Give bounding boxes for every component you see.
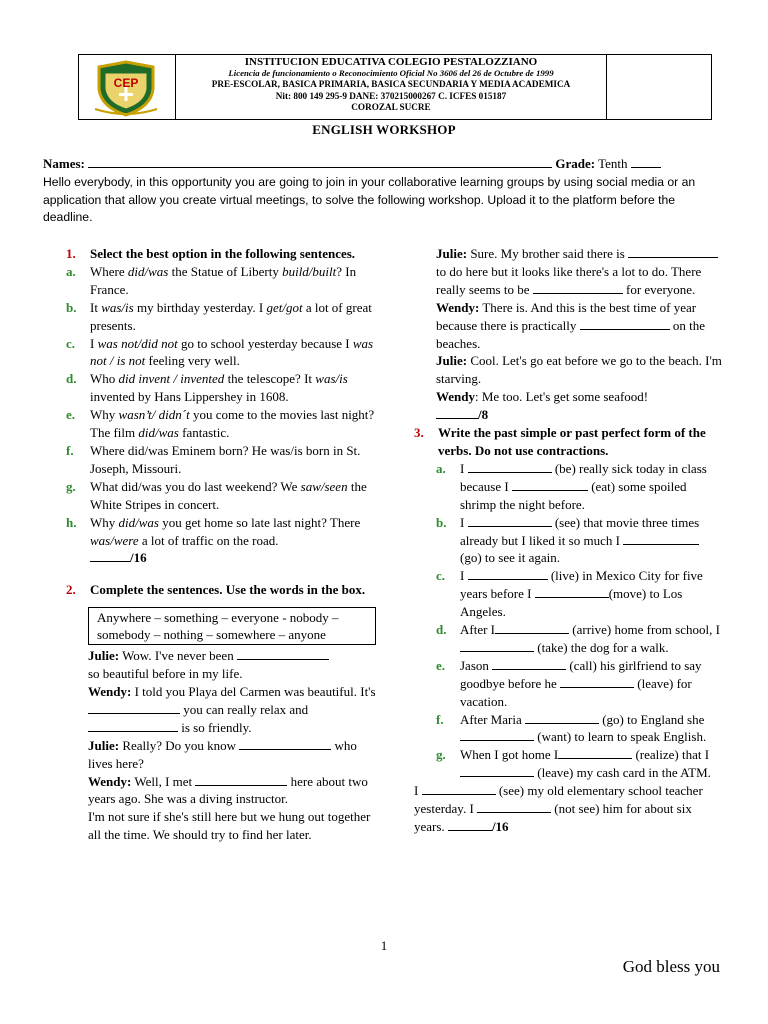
answer-blank[interactable] bbox=[477, 801, 551, 813]
answer-blank[interactable] bbox=[88, 702, 180, 714]
text: the Statue of Liberty bbox=[168, 263, 283, 279]
names-grade-line bbox=[43, 156, 703, 172]
text: invented by Hans Lippershey in 1608. bbox=[90, 389, 289, 405]
right-column bbox=[414, 245, 724, 836]
text: so beautiful before in my life. bbox=[88, 666, 243, 682]
text: Why bbox=[90, 407, 119, 423]
answer-blank[interactable] bbox=[460, 765, 534, 777]
text: Where bbox=[90, 263, 128, 279]
text: here about two years ago. She was a diving instructor. bbox=[88, 773, 368, 807]
answer-blank[interactable] bbox=[580, 318, 670, 330]
grade-label: Grade: bbox=[555, 156, 596, 171]
text: on the beaches. bbox=[436, 317, 706, 351]
school-crest-logo bbox=[93, 59, 159, 117]
score-blank[interactable] bbox=[448, 819, 492, 831]
text: Why bbox=[90, 514, 119, 530]
answer-blank[interactable] bbox=[239, 738, 331, 750]
item-letter: f. bbox=[436, 711, 444, 727]
text: (arrive) home from school, I bbox=[569, 622, 720, 638]
grade-field[interactable] bbox=[631, 167, 661, 168]
q3-item-d bbox=[436, 621, 724, 657]
option[interactable]: saw/seen bbox=[300, 478, 348, 494]
dialogue-line bbox=[88, 647, 376, 683]
option[interactable]: was/were bbox=[90, 532, 139, 548]
item-letter: c. bbox=[66, 335, 76, 351]
text: I bbox=[460, 568, 468, 584]
q3-item-c bbox=[436, 567, 724, 621]
text: my birthday yesterday. I bbox=[133, 299, 267, 315]
left-column bbox=[66, 245, 376, 844]
text: who lives here? bbox=[88, 737, 357, 771]
q1-item-h bbox=[66, 514, 376, 568]
speaker: Julie: bbox=[88, 648, 120, 664]
text: What did/was you do last weekend? We bbox=[90, 478, 301, 494]
question-3-score: /16 bbox=[491, 819, 509, 834]
answer-blank[interactable] bbox=[492, 658, 566, 670]
answer-blank[interactable] bbox=[533, 282, 623, 294]
text: you come to the movies last night? The film bbox=[90, 407, 375, 441]
answer-blank[interactable] bbox=[468, 515, 552, 527]
text: I'm not sure if she's still here but we hung out together all the time. We should try to find her later. bbox=[88, 809, 371, 843]
answer-blank[interactable] bbox=[495, 622, 569, 634]
text: I bbox=[414, 783, 422, 799]
text: (go) to England she bbox=[598, 711, 705, 727]
school-header bbox=[78, 54, 712, 120]
dialogue-line bbox=[88, 683, 376, 737]
dialogue-line bbox=[436, 388, 724, 424]
city-line: COROZAL SUCRE bbox=[351, 101, 431, 112]
answer-blank[interactable] bbox=[558, 747, 632, 759]
header-right-cell bbox=[606, 55, 711, 119]
answer-blank[interactable] bbox=[460, 640, 534, 652]
item-letter: d. bbox=[436, 622, 447, 638]
text: (be) really sick today in class because I bbox=[460, 460, 707, 494]
answer-blank[interactable] bbox=[88, 720, 178, 732]
item-letter: a. bbox=[66, 263, 76, 279]
speaker: Julie: bbox=[436, 353, 468, 369]
item-letter: b. bbox=[66, 299, 77, 315]
text: is so friendly. bbox=[178, 719, 252, 735]
text: (move) to Los Angeles. bbox=[460, 586, 683, 620]
speaker: Wendy bbox=[436, 389, 476, 405]
question-2-text: Complete the sentences. Use the words in the box. bbox=[90, 582, 366, 598]
option[interactable]: did/was bbox=[127, 263, 169, 279]
text: I bbox=[460, 514, 468, 530]
option[interactable]: was not/did not bbox=[97, 335, 178, 351]
text: (leave) my cash card in the ATM. bbox=[534, 765, 711, 781]
speaker: Wendy: bbox=[436, 299, 480, 315]
text: (want) to learn to speak English. bbox=[534, 729, 707, 745]
header-text bbox=[175, 57, 607, 113]
q3-item-e bbox=[436, 657, 724, 711]
text: I bbox=[90, 335, 98, 351]
text: the telescope? It bbox=[224, 371, 316, 387]
dialogue-line bbox=[436, 245, 724, 299]
q3-item-h bbox=[414, 782, 724, 836]
text: Wow. I've never been bbox=[119, 648, 237, 664]
option[interactable]: build/built bbox=[282, 263, 337, 279]
item-letter: a. bbox=[436, 460, 446, 476]
question-3-text: Write the past simple or past perfect form of the verbs. Do not use contractions. bbox=[438, 425, 706, 458]
text: fantastic. bbox=[178, 425, 230, 441]
text: a lot of great presents. bbox=[90, 299, 372, 333]
q1-item-d bbox=[66, 370, 376, 406]
option[interactable]: did invent / invented bbox=[118, 371, 225, 387]
speaker: Julie: bbox=[436, 246, 468, 261]
question-3-heading bbox=[414, 424, 724, 460]
text: It bbox=[90, 299, 102, 315]
text: you can really relax and bbox=[180, 701, 309, 717]
school-name: INSTITUCION EDUCATIVA COLEGIO PESTALOZZIANO bbox=[244, 56, 538, 68]
text: go to school yesterday because I bbox=[177, 335, 353, 351]
answer-blank[interactable] bbox=[237, 648, 329, 660]
text: (realize) that I bbox=[632, 747, 710, 763]
q1-item-g bbox=[66, 478, 376, 514]
question-1-heading bbox=[66, 245, 376, 263]
svg-text:CEP: CEP bbox=[113, 76, 139, 90]
question-2-heading bbox=[66, 581, 376, 599]
answer-blank[interactable] bbox=[623, 533, 699, 545]
speaker: Wendy: bbox=[88, 684, 132, 700]
answer-blank[interactable] bbox=[560, 676, 634, 688]
text: a lot of traffic on the road. bbox=[138, 532, 279, 548]
item-letter: b. bbox=[436, 514, 447, 530]
answer-blank[interactable] bbox=[422, 783, 496, 795]
text: (not see) him for about six years. bbox=[414, 801, 692, 834]
answer-blank[interactable] bbox=[628, 246, 718, 258]
text: After I bbox=[460, 622, 496, 638]
option[interactable]: was not / is not bbox=[90, 335, 374, 369]
option[interactable]: wasn’t/ didn´t bbox=[118, 407, 190, 423]
dialogue-line bbox=[436, 352, 724, 388]
text: (live) in Mexico City for five years before I bbox=[460, 568, 703, 602]
grade-value: Tenth bbox=[598, 156, 628, 171]
item-letter: e. bbox=[66, 407, 76, 423]
q1-item-b bbox=[66, 299, 376, 335]
text: After Maria bbox=[460, 711, 525, 727]
text: you get home so late last night? There bbox=[159, 514, 361, 530]
text: to do here but it looks like there's a lot to do. There really seems to be bbox=[436, 263, 702, 297]
answer-blank[interactable] bbox=[195, 774, 287, 786]
text: Who bbox=[90, 371, 119, 387]
q3-item-g bbox=[436, 746, 724, 782]
question-1-score: /16 bbox=[130, 550, 147, 566]
score-blank[interactable] bbox=[90, 550, 130, 562]
text: (call) his girlfriend to say goodbye before he bbox=[460, 657, 702, 691]
text: Jason bbox=[460, 657, 493, 673]
score-blank[interactable] bbox=[436, 407, 478, 419]
question-1-number: 1. bbox=[66, 246, 76, 261]
q1-item-e bbox=[66, 406, 376, 442]
question-2-score: /8 bbox=[478, 407, 489, 423]
q3-item-f bbox=[436, 711, 724, 747]
option[interactable]: was/is bbox=[315, 371, 348, 387]
text: (take) the dog for a walk. bbox=[534, 639, 669, 655]
text: feeling very well. bbox=[145, 353, 240, 369]
text: Cool. Let's go eat before we go to the beach. I'm starving. bbox=[436, 353, 722, 387]
dialogue-line bbox=[88, 737, 376, 773]
q3-item-a bbox=[436, 460, 724, 514]
option[interactable]: get/got bbox=[266, 299, 303, 315]
speaker: Wendy: bbox=[88, 773, 132, 789]
license-line: Licencia de funcionamiento o Reconocimiento Oficial No 3606 del 26 de Octubre de 1999 bbox=[228, 68, 554, 79]
option[interactable]: did/was bbox=[138, 425, 179, 441]
item-letter: e. bbox=[436, 657, 446, 673]
levels-line: PRE-ESCOLAR, BASICA PRIMARIA, BASICA SECUNDARIA Y MEDIA ACADEMICA bbox=[211, 79, 571, 90]
item-letter: f. bbox=[66, 442, 74, 458]
option[interactable]: did/was bbox=[118, 514, 159, 530]
text: : Me too. Let's get some seafood! bbox=[475, 389, 649, 405]
page-number: 1 bbox=[380, 938, 388, 953]
text: ? In France. bbox=[90, 263, 357, 297]
text: (leave) for vacation. bbox=[460, 675, 692, 709]
names-field[interactable] bbox=[88, 167, 552, 168]
item-letter: d. bbox=[66, 371, 77, 387]
answer-blank[interactable] bbox=[468, 461, 552, 473]
text: (see) that movie three times already but I liked it so much I bbox=[460, 514, 700, 548]
text: I bbox=[460, 460, 468, 476]
answer-blank[interactable] bbox=[468, 568, 548, 580]
word-box: Anywhere – something – everyone - nobody – somebody – nothing – somewhere – anyone bbox=[88, 607, 376, 645]
dialogue-line bbox=[88, 773, 376, 845]
answer-blank[interactable] bbox=[460, 729, 534, 741]
question-1-text: Select the best option in the following sentences. bbox=[90, 246, 356, 261]
answer-blank[interactable] bbox=[512, 479, 588, 491]
text: (eat) some spoiled shrimp the night before. bbox=[460, 478, 687, 512]
dialogue-line bbox=[436, 299, 724, 353]
question-3-number: 3. bbox=[414, 425, 424, 441]
answer-blank[interactable] bbox=[525, 712, 599, 724]
text: Where did/was Eminem born? He was/is born in St. Joseph, Missouri. bbox=[90, 442, 361, 476]
nit-line: Nit: 800 149 295-9 DANE: 370215000267 C. ICFES 015187 bbox=[275, 90, 507, 101]
text: Sure. My brother said there is bbox=[467, 246, 629, 261]
item-letter: c. bbox=[436, 568, 446, 584]
item-letter: h. bbox=[66, 514, 77, 530]
text: for everyone. bbox=[622, 281, 696, 297]
speaker: Julie: bbox=[88, 737, 120, 753]
text: Really? Do you know bbox=[119, 737, 240, 753]
q3-item-b bbox=[436, 514, 724, 568]
answer-blank[interactable] bbox=[535, 586, 609, 598]
text: (see) my old elementary school teacher yesterday. I bbox=[414, 783, 703, 817]
option[interactable]: was/is bbox=[101, 299, 134, 315]
logo-cell bbox=[79, 55, 176, 119]
text: When I got home I bbox=[460, 747, 559, 763]
text: (go) to see it again. bbox=[460, 550, 560, 566]
page-title: ENGLISH WORKSHOP bbox=[312, 122, 456, 137]
closing-text: God bless you bbox=[622, 957, 720, 976]
q1-item-f bbox=[66, 442, 376, 478]
text: There is. And this is the best time of year because there is practically bbox=[436, 299, 697, 333]
q1-item-a bbox=[66, 263, 376, 299]
q1-item-c bbox=[66, 335, 376, 371]
intro-paragraph: Hello everybody, in this opportunity you are going to join in your collaborative learning groups by using social media or an application that allow you create virtual meetings, to solve the following workshop. Upload it to the platform before the deadline. bbox=[43, 175, 696, 224]
text: I told you Playa del Carmen was beautiful. It's bbox=[131, 684, 376, 700]
item-letter: g. bbox=[436, 747, 446, 763]
names-label: Names: bbox=[43, 156, 85, 171]
text: the White Stripes in concert. bbox=[90, 478, 367, 512]
item-letter: g. bbox=[66, 478, 76, 494]
question-2-number: 2. bbox=[66, 582, 76, 598]
text: Well, I met bbox=[131, 773, 196, 789]
